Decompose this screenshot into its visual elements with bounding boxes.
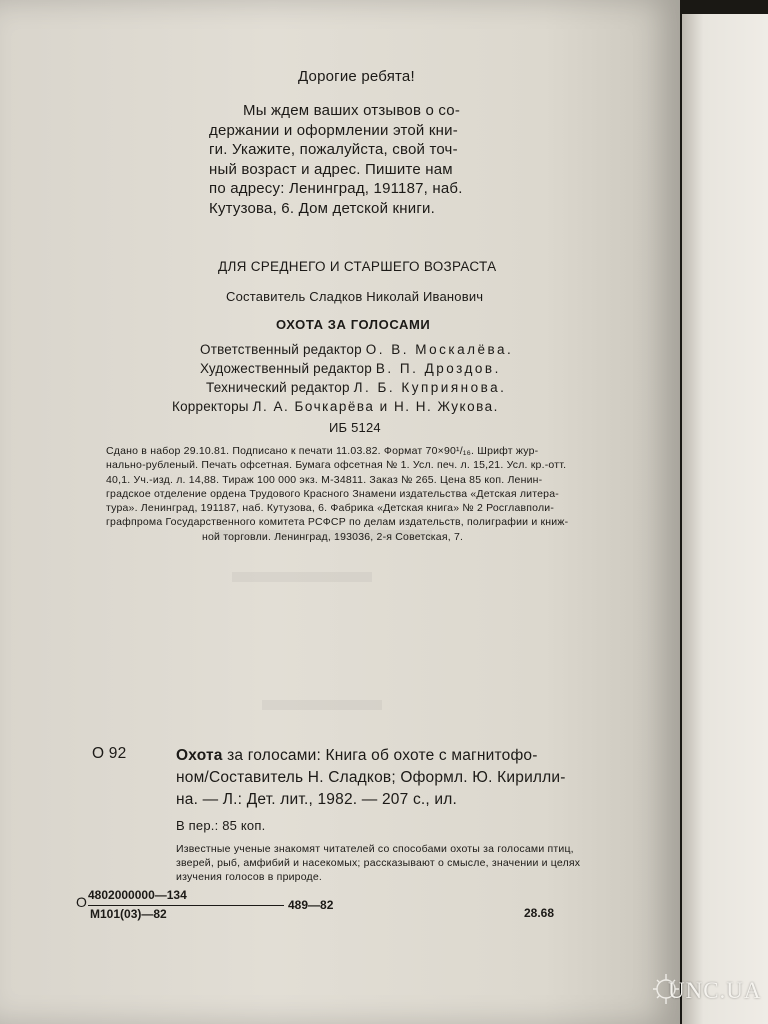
annotation-line: зверей, рыб, амфибий и насекомых; рассказывают о смысле, значении и целях bbox=[176, 857, 581, 869]
letter-line: держании и оформлении этой кни- bbox=[209, 121, 458, 139]
greeting: Дорогие ребята! bbox=[298, 68, 415, 85]
reader-letter bbox=[209, 101, 519, 218]
credit-role: Корректоры bbox=[172, 399, 249, 414]
index-side: 489—82 bbox=[288, 898, 334, 912]
imprint-line: Сдано в набор 29.10.81. Подписано к печати 11.03.82. Формат 70×90¹/₁₆. Шрифт жур- bbox=[106, 445, 539, 457]
catalog-line-rest: за голосами: Книга об охоте с магнитофо- bbox=[222, 747, 538, 764]
catalog-entry bbox=[176, 745, 626, 811]
credit-row bbox=[172, 359, 513, 378]
catalog-line: ном/Составитель Н. Сладков; Оформл. Ю. Кирилли- bbox=[176, 769, 566, 786]
letter-line: Кутузова, 6. Дом детской книги. bbox=[209, 199, 435, 217]
letter-line: по адресу: Ленинград, 191187, наб. bbox=[209, 180, 463, 197]
fraction-line bbox=[88, 905, 284, 906]
credit-name: О. В. Москалёва. bbox=[365, 342, 514, 357]
annotation-line: изучения голосов в природе. bbox=[176, 871, 323, 883]
bbk-code: 28.68 bbox=[524, 906, 555, 920]
show-through-3 bbox=[262, 700, 382, 710]
catalog-title-bold: Охота bbox=[176, 747, 223, 764]
credit-name: Л. Б. Куприянова. bbox=[353, 380, 507, 395]
next-page-edge bbox=[682, 14, 768, 1024]
index-numerator: 4802000000—134 bbox=[88, 888, 187, 902]
imprint-line: графпрома Государственного комитета РСФСР по делам издательств, полиграфии и книж- bbox=[106, 516, 569, 529]
credit-row bbox=[172, 397, 513, 416]
imprint-line: нально-рубленый. Печать офсетная. Бумага офсетная № 1. Усл. печ. л. 15,21. Усл. кр.-отт. bbox=[106, 459, 567, 472]
imprint-line: тура». Ленинград, 191187, наб. Кутузова, 6. Фабрика «Детская книга» № 2 Росглавполи- bbox=[106, 502, 555, 515]
imprint-line: 40,1. Уч.-изд. л. 14,88. Тираж 100 000 экз. М-34811. Заказ № 265. Цена 85 коп. Ленин- bbox=[106, 473, 543, 486]
letter-line: ный возраст и адрес. Пишите нам bbox=[209, 160, 453, 178]
index-denominator: М101(03)—82 bbox=[90, 907, 167, 921]
catalog-line: на. — Л.: Дет. лит., 1982. — 207 с., ил. bbox=[176, 791, 458, 808]
imprint-line: градское отделение ордена Трудового Красного Знамени издательства «Детская литера- bbox=[106, 487, 559, 500]
credit-row bbox=[172, 340, 513, 359]
letter-line: ги. Укажите, пожалуйста, свой точ- bbox=[209, 141, 458, 158]
catalog-code: О 92 bbox=[92, 745, 127, 762]
credit-role: Технический редактор bbox=[206, 380, 350, 395]
credit-row bbox=[172, 378, 513, 397]
age-group: ДЛЯ СРЕДНЕГО И СТАРШЕГО ВОЗРАСТА bbox=[218, 259, 497, 274]
price: В пер.: 85 коп. bbox=[176, 818, 266, 833]
credit-name: В. П. Дроздов. bbox=[375, 361, 501, 376]
imprint-line: ной торговли. Ленинград, 193036, 2-я Советская, 7. bbox=[202, 530, 464, 543]
credits bbox=[172, 340, 513, 416]
credit-role: Ответственный редактор bbox=[200, 342, 362, 357]
compiler-line: Составитель Сладков Николай Иванович bbox=[226, 289, 484, 304]
index-prefix: О bbox=[76, 894, 87, 910]
credit-role: Художественный редактор bbox=[200, 361, 372, 376]
book-title: ОХОТА ЗА ГОЛОСАМИ bbox=[276, 317, 431, 332]
ib-number: ИБ 5124 bbox=[329, 420, 381, 435]
letter-line: Мы ждем ваших отзывов о со- bbox=[243, 102, 461, 119]
credit-name: Л. А. Бочкарёва и Н. Н. Жукова. bbox=[252, 399, 499, 414]
watermark-text: UNC.UA bbox=[668, 978, 762, 1003]
annotation bbox=[176, 842, 626, 884]
show-through-2 bbox=[232, 572, 372, 582]
catalog-line bbox=[176, 745, 626, 767]
imprint bbox=[106, 444, 596, 544]
annotation-line: Известные ученые знакомят читателей со способами охоты за голосами птиц, bbox=[176, 843, 574, 855]
